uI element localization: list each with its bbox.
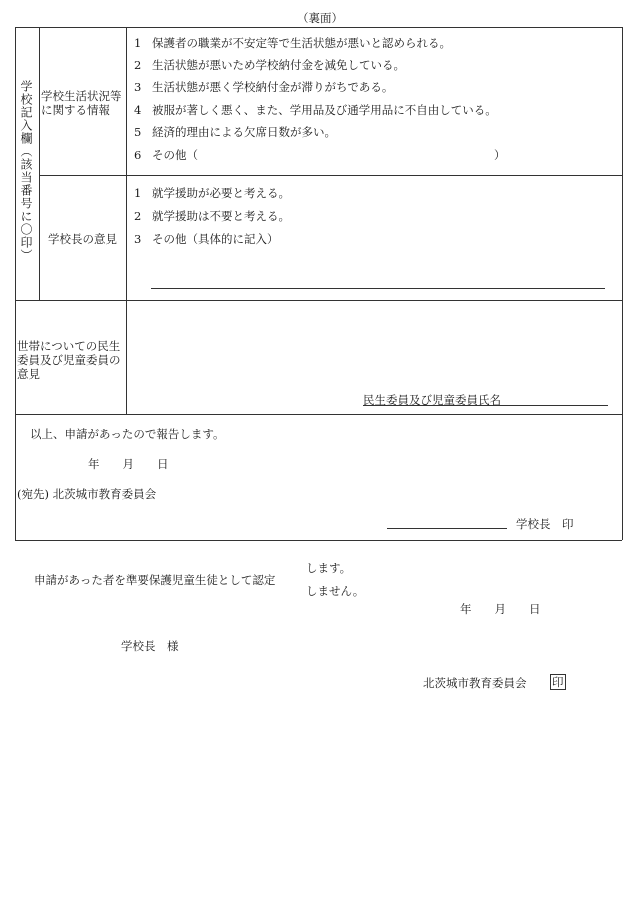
opinion-item-text: 就学援助は不要と考える。 [152, 209, 290, 223]
decision-option-no: しません。 [306, 584, 365, 598]
decision-option-yes: します。 [306, 561, 352, 575]
status-item-text: 経済的理由による欠席日数が多い。 [152, 125, 336, 139]
status-item-text: 生活状態が悪いため学校納付金を減免している。 [152, 58, 405, 72]
welfare-signature-line [363, 405, 608, 406]
school-section-bottom-border [15, 300, 622, 301]
vertical-label-column-border [39, 27, 40, 300]
status-item-number: 5 [134, 125, 142, 139]
opinion-item-3 [134, 231, 279, 247]
table-bottom-border [15, 540, 622, 541]
report-signature-line [387, 528, 507, 529]
status-item-text: 生活状態が悪く学校納付金が滞りがちである。 [152, 80, 394, 94]
status-item-3 [134, 79, 393, 95]
status-item-text: 被服が著しく悪く、また、学用品及び通学用品に不自由している。 [152, 103, 497, 117]
principal-opinion-label: 学校長の意見 [48, 232, 117, 246]
school-entry-vertical-label: 学校記入欄 [19, 80, 33, 145]
table-top-border [15, 27, 622, 28]
decision-issuer: 北茨城市教育委員会 [423, 676, 527, 690]
decision-date: 年 月 日 [460, 602, 541, 616]
official-seal: 印 [552, 675, 564, 689]
opinion-item-2 [134, 208, 290, 224]
status-item-text: 保護者の職業が不安定等で生活状態が悪いと認められる。 [152, 36, 451, 50]
opinion-item-number: 2 [134, 209, 142, 223]
table-left-border [15, 27, 16, 540]
page-title: （裏面） [297, 11, 343, 25]
circle-number-note: （該当番号に〇印） [19, 145, 33, 262]
welfare-signature-label: 民生委員及び児童委員氏名 [363, 393, 501, 407]
welfare-label-line3: 意見 [17, 367, 40, 381]
opinion-item-number: 1 [134, 186, 142, 200]
status-info-label-line1: 学校生活状況等 [41, 89, 122, 103]
welfare-label-line2: 委員及び児童委員の [17, 353, 121, 367]
welfare-label-line1: 世帯についての民生 [17, 339, 121, 353]
opinion-write-line [151, 288, 605, 289]
report-addressee: (宛先) 北茨城市教育委員会 [17, 487, 157, 501]
status-item-number: 6 [134, 148, 142, 162]
status-item-number: 1 [134, 36, 142, 50]
opinion-item-text: その他（具体的に記入） [152, 232, 279, 246]
status-item-2 [134, 57, 405, 73]
status-item-4 [134, 102, 497, 118]
report-date: 年 月 日 [88, 457, 169, 471]
report-signer: 学校長 印 [516, 517, 574, 531]
status-item-number: 3 [134, 80, 142, 94]
opinion-item-number: 3 [134, 232, 142, 246]
table-right-border [622, 27, 623, 540]
report-statement: 以上、申請があったので報告します。 [30, 427, 225, 441]
status-item-number: 4 [134, 103, 142, 117]
status-item-5 [134, 124, 336, 140]
status-item-6 [134, 147, 198, 163]
status-item-text: その他（ [152, 148, 198, 162]
status-item-1 [134, 35, 451, 51]
welfare-section-bottom-border [15, 414, 622, 415]
opinion-item-text: 就学援助が必要と考える。 [152, 186, 290, 200]
decision-text: 申請があった者を準要保護児童生徒として認定 [34, 573, 276, 587]
status-info-label-line2: に関する情報 [41, 103, 110, 117]
opinion-item-1 [134, 185, 290, 201]
label-column-border [126, 27, 127, 414]
status-item-number: 2 [134, 58, 142, 72]
other-close-paren: ） [494, 148, 506, 162]
decision-recipient: 学校長 様 [121, 639, 179, 653]
